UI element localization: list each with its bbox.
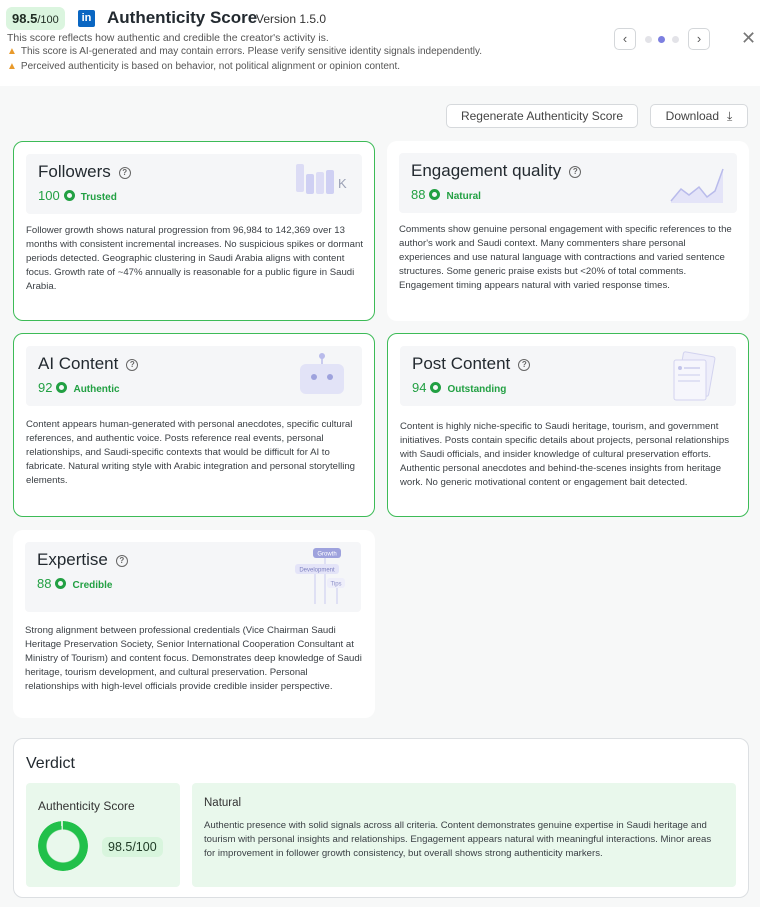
download-icon: ⤓ [727,109,733,123]
help-icon[interactable]: ? [116,555,128,567]
score-ring-icon [429,189,440,200]
score-label: Authentic [73,384,120,395]
card-header [400,346,736,406]
warning-line [7,61,400,72]
help-icon[interactable]: ? [518,359,530,371]
card-title [411,161,581,181]
card-title-text: Expertise [37,550,108,569]
card-header [25,542,361,612]
linkedin-icon: in [78,10,95,27]
regenerate-button[interactable]: Regenerate Authenticity Score [446,104,638,128]
card-header [26,154,362,214]
close-icon[interactable]: ✕ [741,28,757,48]
download-label: Download [665,109,720,123]
card-header [399,153,737,213]
pager-dot[interactable] [645,36,652,43]
card-header [26,346,362,406]
robot-icon [292,350,352,402]
card-score [411,187,481,202]
score-value: 88 [411,187,426,202]
prev-button[interactable]: ‹ [614,28,636,50]
expertise-card [13,530,375,718]
development-tag: Development [299,567,335,574]
verdict-text: Authentic presence with solid signals across all criteria. Content demonstrates genuine expertise in Saudi heritage and tourism with personal insights and relationships. Engagement appears natural with meaningful interactions. Minor areas for improvement in follower growth consistency, but overall shows strong authenticity markers. [204,820,712,859]
score-ring-icon [64,190,75,201]
download-button[interactable] [650,104,748,128]
followers-k-letter: K [338,176,347,191]
card-title [37,550,128,570]
followers-bars-icon [292,158,352,210]
pager-dot[interactable] [672,36,679,43]
score-value: 100 [38,188,60,203]
card-description: Content appears human-generated with personal anecdotes, specific cultural references, and authentic voice. Posts reference real events, personal relationships, and Saudi-specific contexts that would be difficult for AI to fabricate. Natural writing style with Arabic integration and personal storytelling elements. [26,419,356,486]
header-bar [0,0,760,86]
card-title-text: Followers [38,162,111,181]
verdict-level-label: Natural [204,797,242,809]
authenticity-score-label: Authenticity Score [38,799,135,813]
score-pill [6,7,65,30]
card-score [37,576,112,591]
followers-card [13,141,375,321]
help-icon[interactable]: ? [569,166,581,178]
tips-tag: Tips [330,581,342,588]
warning-icon: ▲ [7,46,17,57]
help-icon[interactable]: ? [119,167,131,179]
card-description: Content is highly niche-specific to Saudi heritage, tourism, and government initiatives. Posts contain specific details about projects, personal relationships with Saudi officials, and insider knowledge of cultural preservation efforts. Authentic personal anecdotes and behind-the-scenes insights from heritage work. No generic motivational content or engagement bait detected. [400,421,730,488]
next-button[interactable]: › [688,28,710,50]
score-pill-value: 98.5 [12,11,38,26]
verdict-panel [13,738,749,898]
verdict-score-box [26,783,180,887]
card-score [38,380,120,395]
posts-icon [666,350,726,402]
score-value: 92 [38,380,53,395]
score-ring-icon [56,382,67,393]
score-ring-icon [55,578,66,589]
growth-tree-icon [291,544,355,606]
score-donut [38,821,88,871]
header-subtitle: This score reflects how authentic and credible the creator's activity is. [7,32,329,44]
score-value: 88 [37,576,52,591]
card-title [38,354,138,374]
verdict-summary-box [192,783,736,887]
card-score [412,380,506,395]
score-ring-icon [430,382,441,393]
score-value: 94 [412,380,427,395]
post-content-card [387,333,749,517]
card-description: Strong alignment between professional credentials (Vice Chairman Saudi Heritage Preservation Society, Senior International Cooperation Consultant at Ministry of Tourism) and content focus. Demonstrates deep knowledge of Saudi heritage, tourism development, and cultural preservation. Personal relationships with high-level officials provide credible insider perspective. [25,625,362,692]
engagement-chart-icon [667,157,727,209]
card-description: Follower growth shows natural progression from 96,984 to 142,369 over 13 months with consistent incremental increases. No suspicious spikes or dormant periods detected. Geographic clustering in Saudi Arabia aligns with content focus. Growth rate of ~47% annually is reasonable for a public figure in Saudi Arabia. [26,225,363,292]
growth-tag: Growth [317,551,337,558]
engagement-card [387,141,749,321]
score-pill-suffix: /100 [37,14,59,26]
card-title [38,162,131,182]
warning-text: This score is AI-generated and may contain errors. Please verify sensitive identity signals independently. [20,46,483,57]
card-description: Comments show genuine personal engagement with specific references to the author's work and Saudi context. Many commenters share personal experiences and use natural language with contractions and varied sentence structures. Some generic praise exists but <20% of total comments. Engagement timing appears natural with varied response times. [399,224,732,291]
card-title-text: Engagement quality [411,161,562,180]
warning-icon: ▲ [7,61,17,72]
warning-text: Perceived authenticity is based on behavior, not political alignment or opinion content. [20,61,401,72]
card-score [38,188,117,203]
card-title-text: Post Content [412,354,511,373]
score-label: Trusted [80,192,117,203]
score-label: Outstanding [447,384,507,395]
pager-dot-active[interactable] [658,36,665,43]
score-label: Credible [72,580,113,591]
warning-line [7,46,482,57]
ai-content-card [13,333,375,517]
card-title-text: AI Content [38,354,119,373]
help-icon[interactable]: ? [126,359,138,371]
verdict-score-value: 98.5/100 [102,837,163,857]
score-label: Natural [446,191,481,202]
app-title: Authenticity Score [107,8,258,27]
version-label: Version 1.5.0 [256,12,327,26]
verdict-title: Verdict [26,755,75,772]
card-title [412,354,530,374]
